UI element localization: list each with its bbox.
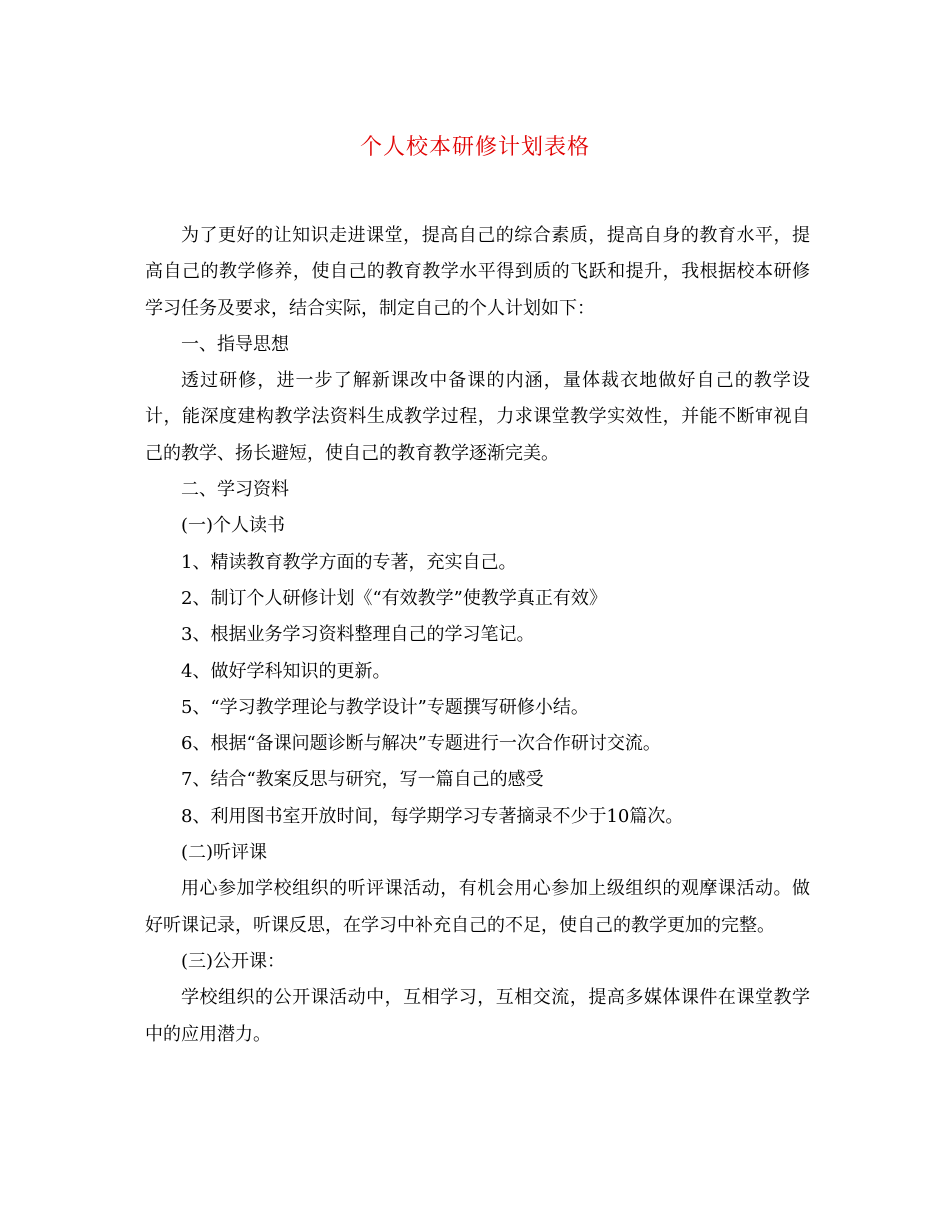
list-item-7: 7、结合“教案反思与研究，写一篇自己的感受	[181, 769, 544, 791]
document-title: 个人校本研修计划表格	[359, 135, 590, 160]
list-item-6: 6、根据“备课问题诊断与解决”专题进行一次合作研讨交流。	[181, 733, 661, 755]
heading-learning-materials: 二、学习资料	[181, 479, 289, 501]
subheading-personal-reading: (一)个人读书	[181, 515, 286, 537]
paragraph-open-class: 学校组织的公开课活动中，互相学习，互相交流，提高多媒体课件在课堂教学中的应用潜力。	[145, 987, 810, 1045]
paragraph-guiding-ideology: 透过研修，进一步了解新课改中备课的内涵，量体裁衣地做好自己的教学设计，能深度建构教学法资料生成教学过程，力求课堂教学实效性，并能不断审视自己的教学、扬长避短，使自己的教育教学逐渐完美。	[145, 370, 810, 464]
subheading-lesson-observation: (二)听评课	[181, 842, 268, 864]
list-item-8: 8、利用图书室开放时间，每学期学习专著摘录不少于10篇次。	[181, 805, 684, 827]
list-item-2: 2、制订个人研修计划《“有效教学”使教学真正有效》	[181, 587, 607, 609]
list-item-5: 5、“学习教学理论与教学设计”专题撰写研修小结。	[181, 696, 589, 718]
paragraph-lesson-observation: 用心参加学校组织的听评课活动，有机会用心参加上级组织的观摩课活动。做好听课记录，听课反思，在学习中补充自己的不足，使自己的教学更加的完整。	[145, 878, 810, 936]
list-item-3: 3、根据业务学习资料整理自己的学习笔记。	[181, 624, 535, 646]
list-item-1: 1、精读教育教学方面的专著，充实自己。	[181, 551, 517, 573]
heading-guiding-ideology: 一、指导思想	[181, 333, 289, 355]
paragraph-intro: 为了更好的让知识走进课堂，提高自己的综合素质，提高自身的教育水平，提高自己的教学修养，使自己的教育教学水平得到质的飞跃和提升，我根据校本研修学习任务及要求，结合实际，制定自己的个人计划如下：	[145, 225, 810, 319]
subheading-open-class: (三)公开课：	[181, 950, 286, 972]
list-item-4: 4、做好学科知识的更新。	[181, 660, 391, 682]
document-body	[145, 218, 810, 1053]
